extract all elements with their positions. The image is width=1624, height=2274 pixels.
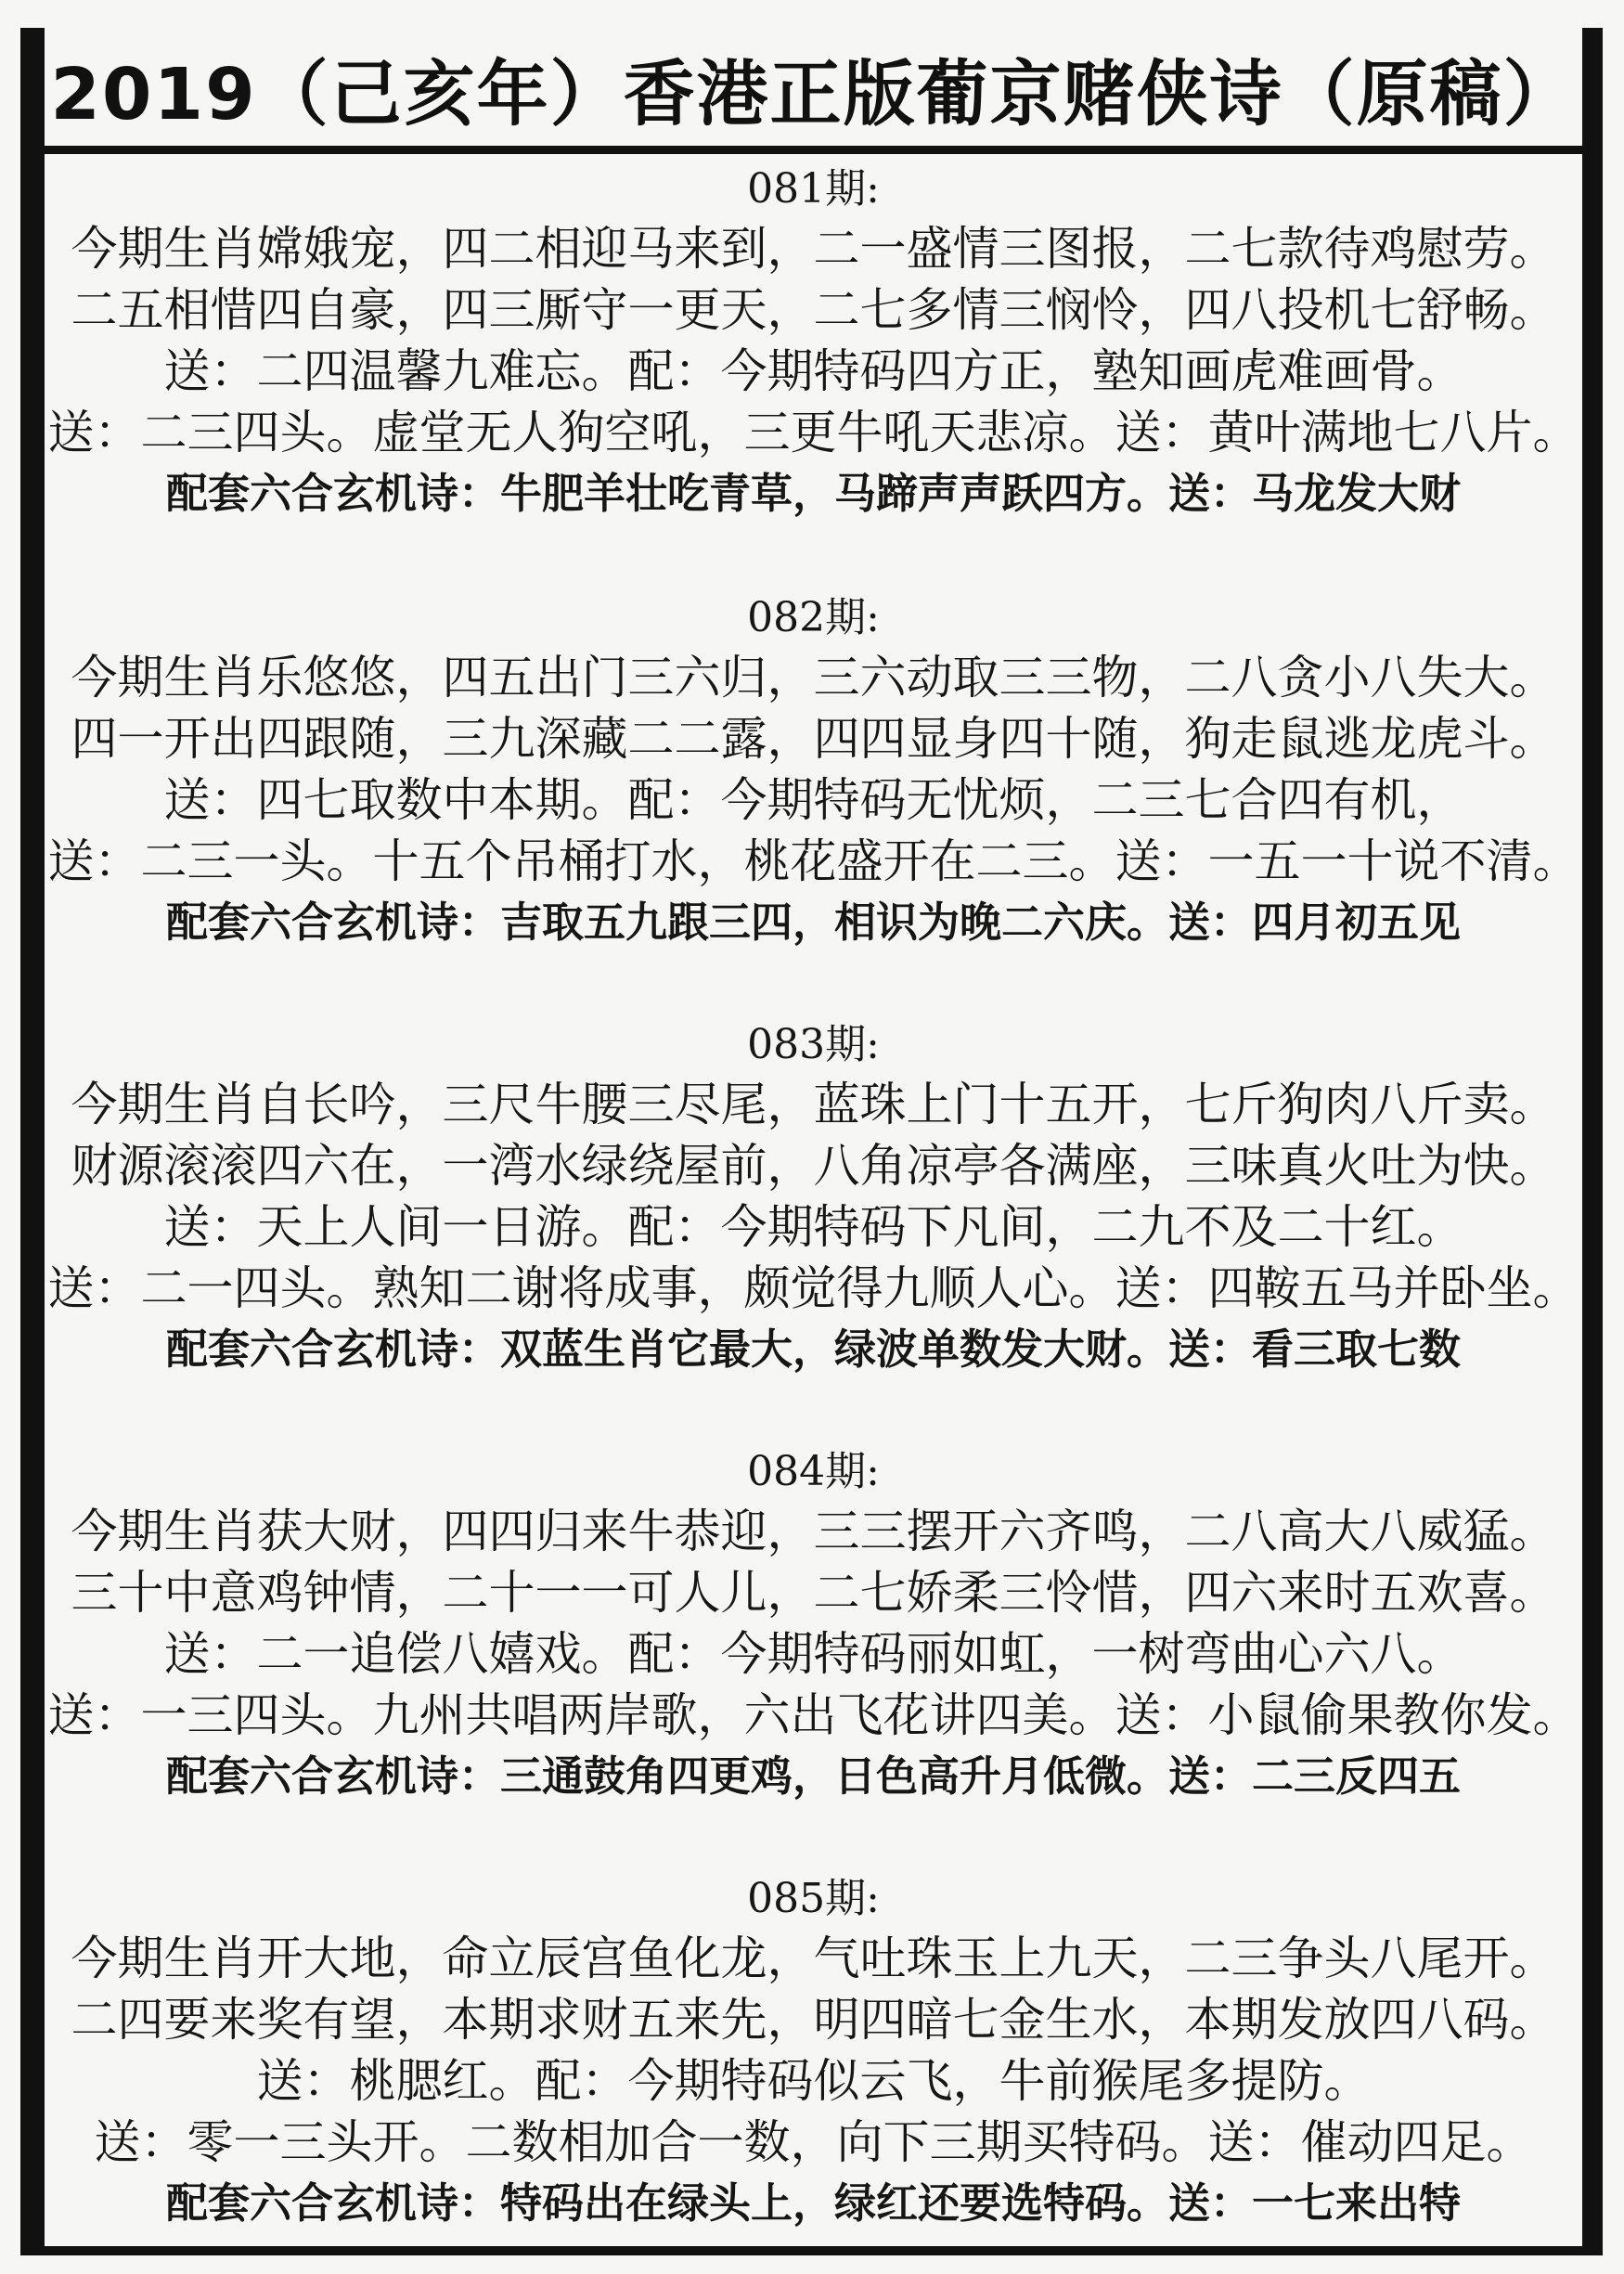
verse-line-3: 送：天上人间一日游。配：今期特码下凡间，二九不及二十红。	[163, 1200, 1463, 1254]
poem-line: 配套六合玄机诗：双蓝生肖它最大，绿波单数发大财。送：看三取七数	[165, 1324, 1461, 1374]
left-border	[20, 28, 45, 2255]
poem-line: 配套六合玄机诗：特码出在绿头上，绿红还要选特码。送：一七来出特	[165, 2178, 1461, 2228]
verse-line-3: 送：二一追偿八嬉戏。配：今期特码丽如虹，一树弯曲心六八。	[163, 1627, 1463, 1681]
verse-line-2: 三十中意鸡钟情，二十一一可人儿，二七娇柔三怜惜，四六来时五欢喜。	[71, 1566, 1556, 1620]
verse-line-1: 今期生肖开大地，命立辰宫鱼化龙，气吐珠玉上九天，二三争头八尾开。	[71, 1932, 1556, 1985]
verse-line-1: 今期生肖获大财，四四归来牛恭迎，三三摆开六齐鸣，二八高大八威猛。	[71, 1505, 1556, 1558]
period-label: 085期:	[747, 1875, 880, 1922]
verse-line-1: 今期生肖乐悠悠，四五出门三六归，三六动取三三物，二八贪小八失大。	[71, 651, 1556, 704]
poem-line: 配套六合玄机诗：吉取五九跟三四，相识为晚二六庆。送：四月初五见	[165, 898, 1461, 947]
verse-line-4: 送：一三四头。九州共唱两岸歌，六出飞花讲四美。送：小鼠偷果教你发。	[47, 1688, 1579, 1742]
verse-line-2: 二五相惜四自豪，四三厮守一更天，二七多情三悯怜，四八投机七舒畅。	[71, 283, 1556, 337]
page-title: 2019（己亥年）香港正版葡京赌侠诗（原稿）	[50, 53, 1577, 136]
verse-line-3: 送：四七取数中本期。配：今期特码无忧烦，二三七合四有机，	[163, 773, 1463, 827]
verse-line-2: 四一开出四跟随，三九深藏二二露，四四显身四十随，狗走鼠逃龙虎斗。	[71, 712, 1556, 766]
verse-line-3: 送：二四温馨九难忘。配：今期特码四方正，塾知画虎难画骨。	[163, 344, 1463, 398]
verse-line-4: 送：零一三头开。二数相加合一数，向下三期买特码。送：催动四足。	[94, 2115, 1533, 2169]
verse-line-4: 送：二三一头。十五个吊桶打水，桃花盛开在二三。送：一五一十说不清。	[47, 834, 1579, 888]
verse-line-4: 送：二三四头。虚堂无人狗空吼，三更牛吼天悲凉。送：黄叶满地七八片。	[47, 406, 1579, 459]
verse-line-1: 今期生肖自长吟，三尺牛腰三尽尾，蓝珠上门十五开，七斤狗肉八斤卖。	[71, 1078, 1556, 1131]
bottom-border	[20, 2246, 1603, 2255]
period-label: 084期:	[747, 1448, 880, 1495]
verse-line-2: 二四要来奖有望，本期求财五来先，明四暗七金生水，本期发放四八码。	[71, 1993, 1556, 2047]
period-label: 082期:	[747, 594, 880, 641]
right-border	[1582, 28, 1603, 2255]
poem-line: 配套六合玄机诗：牛肥羊壮吃青草，马蹄声声跃四方。送：马龙发大财	[165, 469, 1461, 518]
period-label: 083期:	[747, 1021, 880, 1068]
verse-line-4: 送：二一四头。熟知二谢将成事，颇觉得九顺人心。送：四鞍五马并卧坐。	[47, 1261, 1579, 1315]
verse-line-1: 今期生肖嫦娥宠，四二相迎马来到，二一盛情三图报，二七款待鸡慰劳。	[71, 222, 1556, 276]
verse-line-2: 财源滚滚四六在，一湾水绿绕屋前，八角凉亭各满座，三味真火吐为快。	[71, 1139, 1556, 1193]
verse-line-3: 送：桃腮红。配：今期特码似云飞，牛前猴尾多提防。	[256, 2054, 1371, 2108]
poem-line: 配套六合玄机诗：三通鼓角四更鸡，日色高升月低微。送：二三反四五	[165, 1751, 1461, 1801]
period-label: 081期:	[747, 165, 880, 213]
title-divider	[45, 146, 1582, 154]
